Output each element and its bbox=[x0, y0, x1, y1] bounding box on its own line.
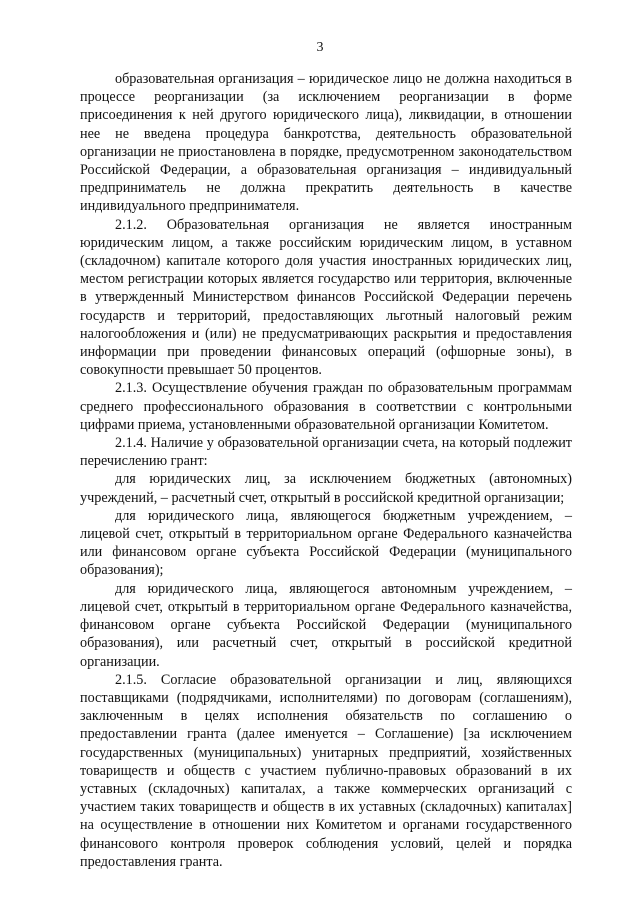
paragraph-legal-entities: для юридических лиц, за исключением бюджетных (автономных) учреждений, – расчетный счет, открытый в российской кредитной организации; bbox=[80, 471, 572, 506]
page-number: 3 bbox=[316, 40, 324, 55]
paragraph-budget-institution: для юридического лица, являющегося бюджетным учреждением, – лицевой счет, открытый в территориальном органе Федерального казначейства или финансовом органе субъекта Российской Федерации (муниципального образования); bbox=[80, 507, 572, 579]
paragraph-2-1-2: 2.1.2. Образовательная организация не является иностранным юридическим лицом, а также российским юридическим лицом, в уставном (складочном) капитале которого доля участия иностранных юридических лиц, местом регистрации которых является государство или территория, включенные в утвержденный Министерством финансов Российской Федерации перечень государств и территорий, предоставляющих льготный налоговый режим налогообложения и (или) не предусматривающих раскрытия и предоставления информации при проведении финансовых операций (офшорные зоны), в совокупности превышает 50 процентов. bbox=[80, 216, 572, 379]
paragraph-autonomous-institution: для юридического лица, являющегося автономным учреждением, – лицевой счет, открытый в территориальном органе Федерального казначейства, финансовом органе субъекта Российской Федерации (муниципального образования), или расчетный счет, открытый в российской кредитной организации. bbox=[80, 580, 572, 670]
paragraph-continuation: образовательная организация – юридическое лицо не должна находиться в процессе реорганизации (за исключением реорганизации в форме присоединения к ней другого юридического лица), ликвидации, в отношении нее не введена процедура банкротства, деятельность образовательной организации не приостановлена в порядке, предусмотренном законодательством Российской Федерации, а образовательная организация – индивидуальный предприниматель не должна прекратить деятельность в качестве индивидуального предпринимателя. bbox=[80, 71, 572, 215]
paragraph-2-1-5: 2.1.5. Согласие образовательной организации и лиц, являющихся поставщиками (подрядчиками, исполнителями) по договорам (соглашениям), заключенным в целях исполнения обязательств по соглашению о предоставлении гранта (далее именуется – Соглашение) [за исключением государственных (муниципальных) унитарных предприятий, хозяйственных товариществ и обществ с участием публично-правовых образований в их уставных (складочных) капиталах, а также коммерческих организаций с участием таких товариществ и обществ в их уставных (складочных) капиталах] на осуществление в отношении них Комитетом и органами государственного финансового контроля проверок соблюдения условий, целей и порядка предоставления гранта. bbox=[80, 671, 572, 870]
paragraph-2-1-4: 2.1.4. Наличие у образовательной организации счета, на который подлежит перечислению грант: bbox=[80, 435, 572, 470]
paragraph-2-1-3: 2.1.3. Осуществление обучения граждан по образовательным программам среднего профессионального образования в соответствии с контрольными цифрами приема, установленными образовательной организации Комитетом. bbox=[80, 380, 572, 433]
document-body bbox=[80, 70, 572, 871]
